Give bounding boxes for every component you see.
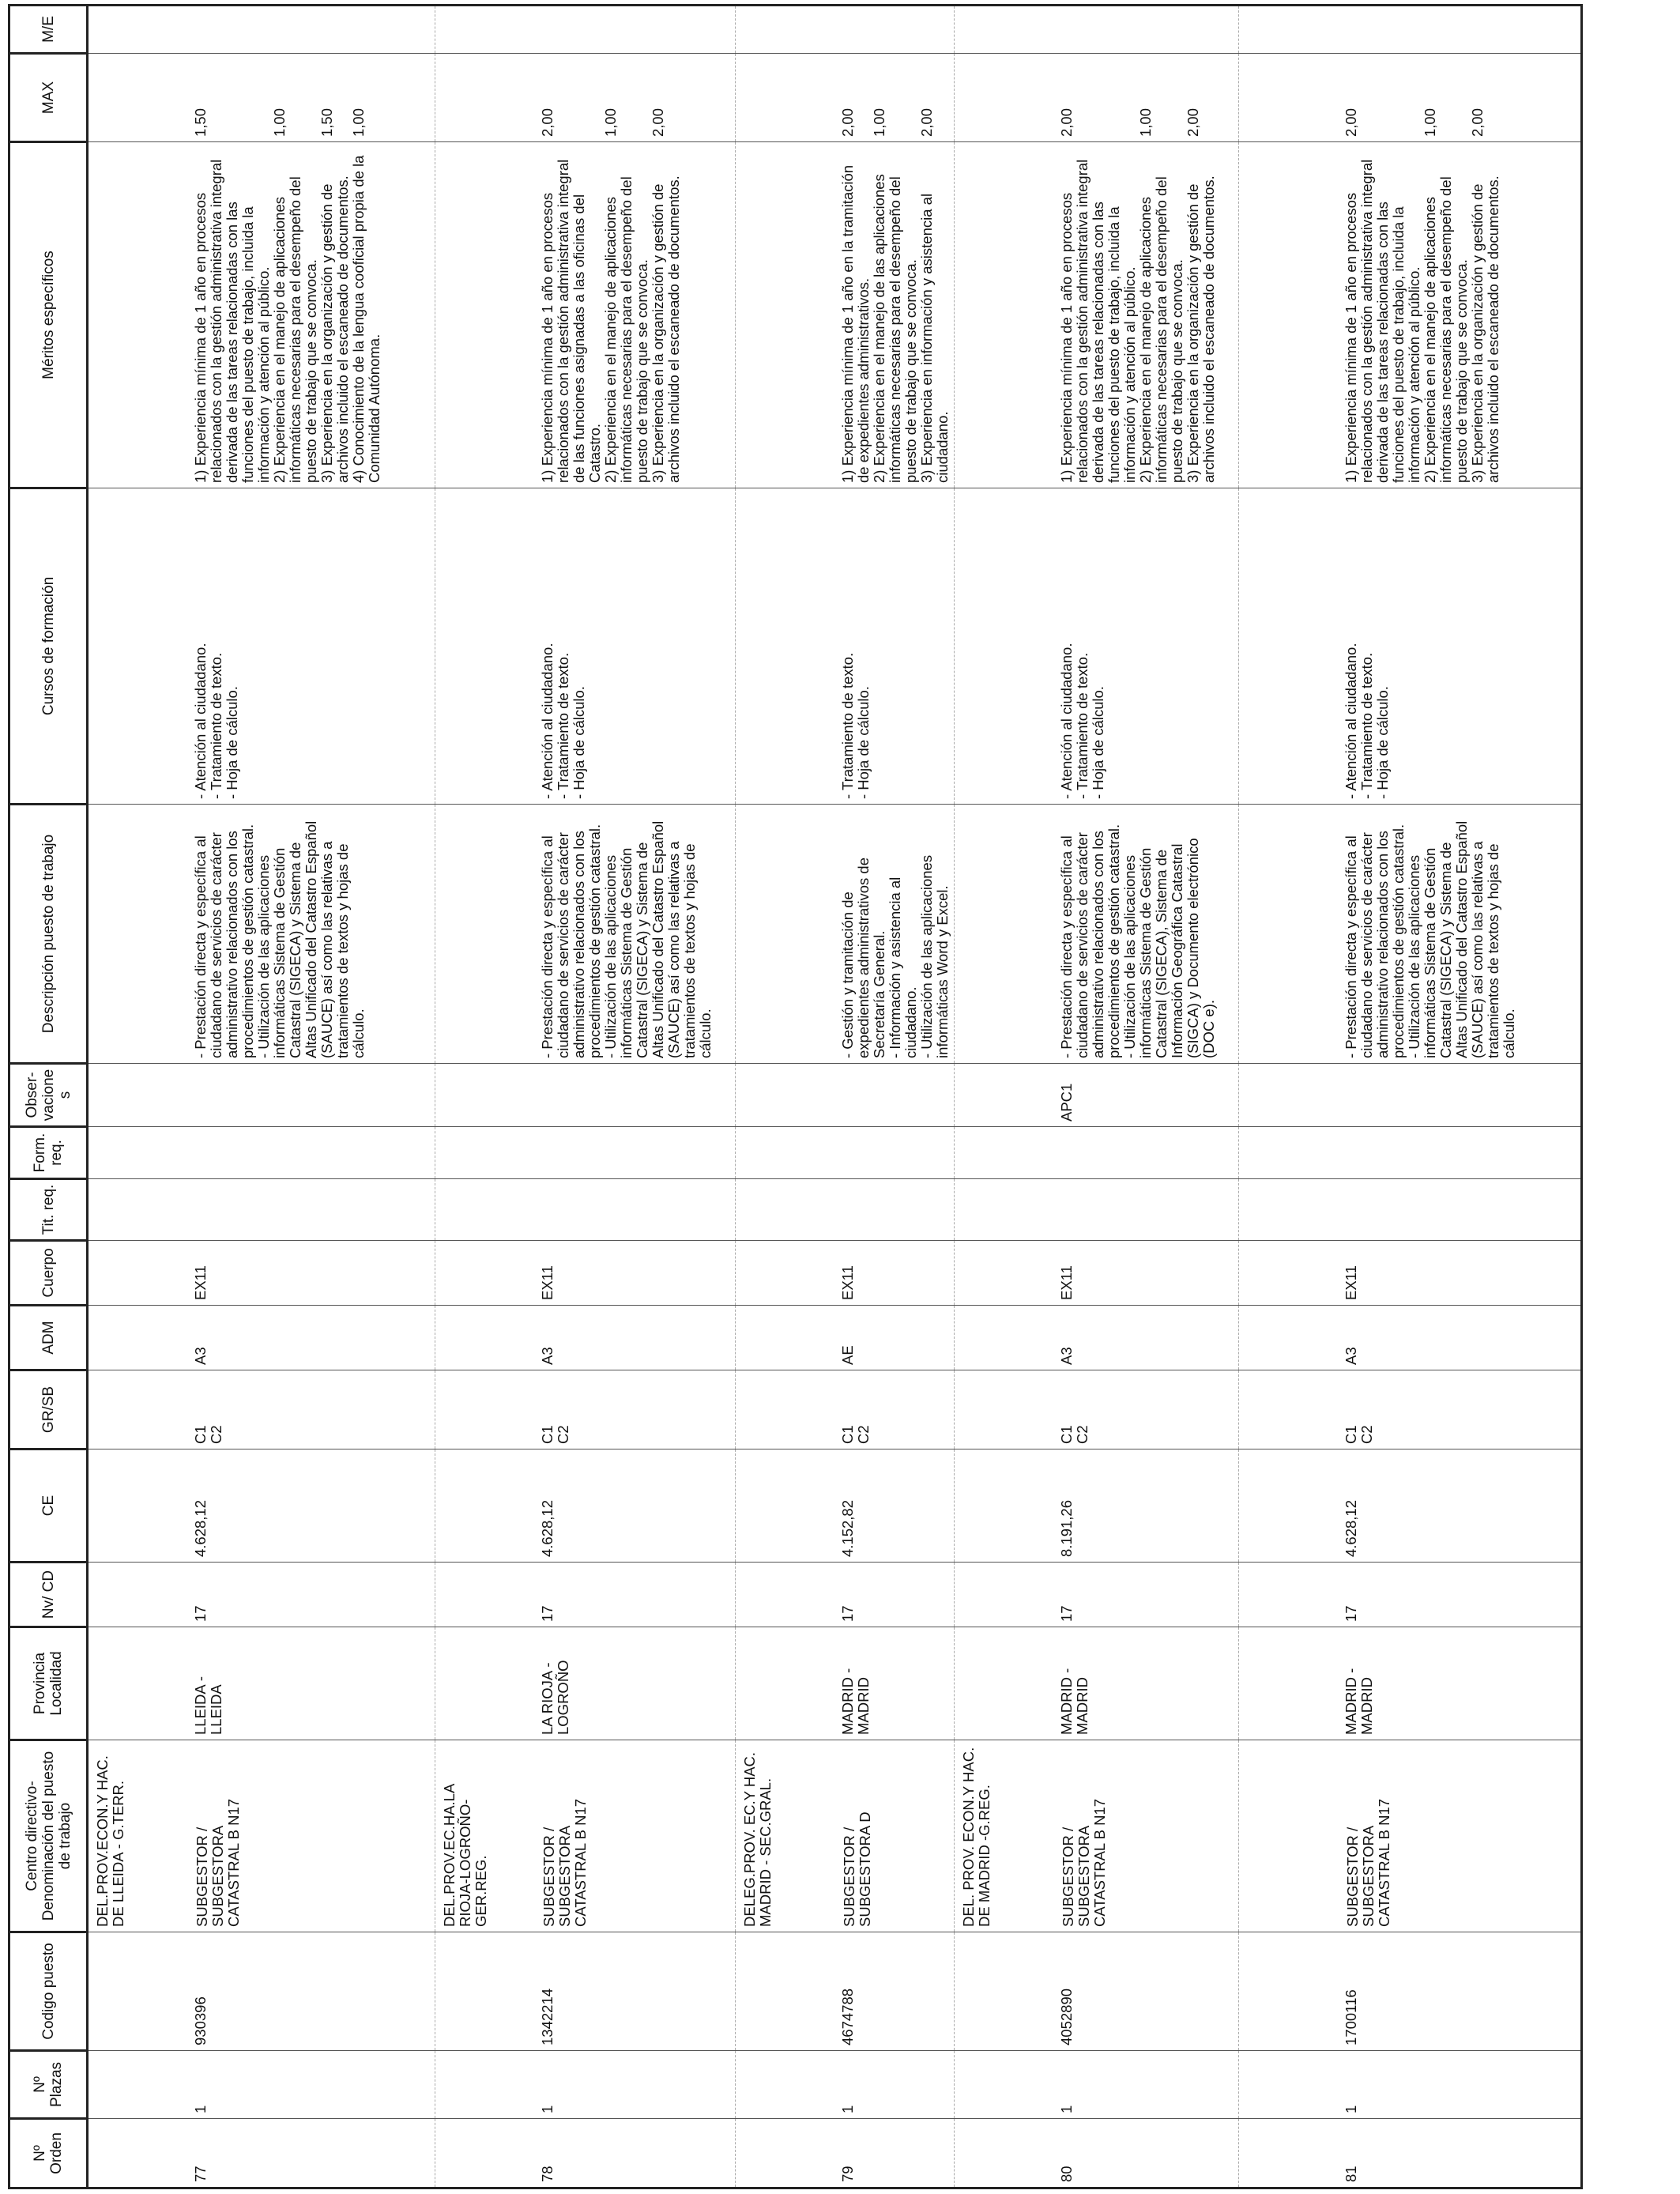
max-value: 2,00 (1343, 107, 1359, 137)
merito-item: 4) Conocimiento de la lengua cooficial propia de la Comunidad Autónoma. (350, 155, 382, 483)
table-row (435, 6, 736, 2188)
cell-form (955, 1127, 1239, 1179)
header-tit: Tit. req. (9, 1179, 88, 1241)
merito-item: 1) Experiencia mínima de 1 año en procesos relacionados con la gestión administrativa integral derivada de las tareas relacionadas con las funciones del puesto de trabajo, incluida la información y atención al público. (1058, 159, 1138, 483)
puesto-denominacion: SUBGESTOR / SUBGESTORA CATASTRAL B N17 (541, 1798, 589, 1927)
cell-provincia: LA RIOJA - LOGROÑO (435, 1627, 736, 1740)
cell-orden: 77 (88, 2119, 435, 2188)
merito-item: 1) Experiencia mínima de 1 año en procesos relacionados con la gestión administrativa integral derivada de las tareas relacionadas con las funciones del puesto de trabajo, incluida la información y atención al público. (192, 159, 272, 483)
header-centro: Centro directivo-Denominación del puesto de trabajo (9, 1740, 88, 1932)
cell-centro (88, 1740, 435, 1932)
cell-grsb: C1 C2 (736, 1370, 955, 1449)
max-value: 2,00 (839, 107, 856, 137)
cell-me (955, 6, 1239, 54)
centro-directivo: DEL. PROV. ECON.Y HAC. DE MADRID -G.REG. (960, 1747, 993, 1927)
centro-directivo: DELEG.PROV. EC.Y HAC. MADRID - SEC.GRAL. (741, 1751, 774, 1927)
cell-ce: 8.191,26 (955, 1449, 1239, 1563)
cell-nivel: 17 (736, 1563, 955, 1627)
job-positions-table (8, 4, 1583, 2189)
header-plazas: Nº Plazas (9, 2051, 88, 2119)
cell-cursos: - Atención al ciudadano. - Tratamiento de texto. - Hoja de cálculo. (1239, 488, 1582, 805)
max-value: 1,00 (1137, 107, 1154, 137)
merito-item: 1) Experiencia mínima de 1 año en procesos relacionados con la gestión administrativa integral derivada de las tareas relacionadas con las funciones del puesto de trabajo, incluida la información y atención al público. (1343, 159, 1422, 483)
cell-descripcion: - Prestación directa y específica al ciudadano de servicios de carácter administrativo relacionados con los procedimientos de gestión catastral. - Utilización de las aplicaciones informáticas Sistema de Gestión Catastral (SIGECA) y Sistema de Altas Unificado del Catastro Español (SAUCE) así como las relativas a tratamientos de textos y hojas de cálculo. (88, 805, 435, 1064)
cell-plazas: 1 (435, 2051, 736, 2119)
cell-nivel: 17 (1239, 1563, 1582, 1627)
cell-plazas: 1 (88, 2051, 435, 2119)
cell-tit (736, 1179, 955, 1241)
max-value: 2,00 (1058, 107, 1075, 137)
cell-cursos: - Atención al ciudadano. - Tratamiento de texto. - Hoja de cálculo. (435, 488, 736, 805)
cell-orden: 80 (955, 2119, 1239, 2188)
merito-item: 1) Experiencia mínima de 1 año en la tramitación de expedientes administrativos. (839, 164, 872, 483)
cell-grsb: C1 C2 (435, 1370, 736, 1449)
header-obs: Obser-vaciones (9, 1064, 88, 1127)
cell-nivel: 17 (435, 1563, 736, 1627)
max-value: 2,00 (918, 107, 935, 137)
puesto-denominacion: SUBGESTOR / SUBGESTORA D (841, 1811, 873, 1927)
cell-grsb: C1 C2 (88, 1370, 435, 1449)
table-body (88, 6, 1582, 2188)
cell-adm: A3 (955, 1306, 1239, 1370)
cell-meritos (736, 142, 955, 488)
max-value: 1,50 (192, 107, 209, 137)
cell-max (955, 54, 1239, 142)
centro-directivo: DEL.PROV.EC.HA.LA RIOJA-LOGROÑO-GER.REG. (441, 1784, 489, 1927)
max-value: 1,00 (350, 107, 367, 137)
cell-adm: A3 (88, 1306, 435, 1370)
cell-codigo: 930396 (88, 1932, 435, 2051)
max-value: 1,00 (871, 107, 887, 137)
cell-tit (955, 1179, 1239, 1241)
max-value: 2,00 (1185, 107, 1201, 137)
cell-codigo: 1700116 (1239, 1932, 1582, 2051)
cell-centro (435, 1740, 736, 1932)
cell-tit (88, 1179, 435, 1241)
cell-provincia: LLEIDA - LLEIDA (88, 1627, 435, 1740)
puesto-denominacion: SUBGESTOR / SUBGESTORA CATASTRAL B N17 (1344, 1798, 1392, 1927)
header-grsb: GR/SB (9, 1370, 88, 1449)
merito-item: 2) Experiencia en el manejo de aplicaciones informáticas necesarias para el desempeño del puesto de trabajo que se convoca. (1137, 176, 1185, 483)
header-codigo: Codigo puesto (9, 1932, 88, 2051)
cell-nivel: 17 (955, 1563, 1239, 1627)
cell-descripcion: - Gestión y tramitación de expedientes administrativos de Secretaría General. - Información y asistencia al ciudadano. - Utilización de las aplicaciones informáticas Word y Excel. (736, 805, 955, 1064)
merito-item: 3) Experiencia en la organización y gestión de archivos incluido el escaneado de documentos. (1469, 175, 1501, 483)
table-row (88, 6, 435, 2188)
header-adm: ADM (9, 1306, 88, 1370)
cell-ce: 4.152,82 (736, 1449, 955, 1563)
cell-centro (736, 1740, 955, 1932)
max-value: 2,00 (650, 107, 666, 137)
header-descripcion: Descripción puesto de trabajo (9, 805, 88, 1064)
max-value: 2,00 (1469, 107, 1486, 137)
header-provincia: Provincia Localidad (9, 1627, 88, 1740)
centro-directivo (1245, 1745, 1345, 1927)
merito-item: 1) Experiencia mínima de 1 año en procesos relacionados con la gestión administrativa integral de las funciones asignadas a las oficinas del Catastro. (539, 159, 603, 483)
cell-cuerpo: EX11 (736, 1241, 955, 1306)
cell-obs: APC1 (955, 1064, 1239, 1127)
puesto-denominacion: SUBGESTOR / SUBGESTORA CATASTRAL B N17 (1060, 1798, 1108, 1927)
max-value: 1,00 (1422, 107, 1438, 137)
cell-plazas: 1 (736, 2051, 955, 2119)
header-cuerpo: Cuerpo (9, 1241, 88, 1306)
cell-obs (435, 1064, 736, 1127)
cell-grsb: C1 C2 (1239, 1370, 1582, 1449)
cell-tit (435, 1179, 736, 1241)
merito-item: 2) Experiencia en el manejo de las aplicaciones informáticas necesarias para el desempeño del puesto de trabajo que se convoca. (871, 174, 919, 483)
cell-descripcion: - Prestación directa y específica al ciudadano de servicios de carácter administrativo relacionados con los procedimientos de gestión catastral. - Utilización de las aplicaciones informáticas Sistema de Gestión Catastral (SIGECA), Sistema de Información Geográfica Catastral (SIGCA) y Documento electrónico (DOC e). (955, 805, 1239, 1064)
max-value: 2,00 (539, 107, 556, 137)
max-value: 1,50 (318, 107, 335, 137)
merito-item: 2) Experiencia en el manejo de aplicaciones informáticas necesarias para el desempeño del puesto de trabajo que se convoca. (1422, 176, 1470, 483)
header-meritos: Méritos específicos (9, 142, 88, 488)
table-row (1239, 6, 1582, 2188)
merito-item: 2) Experiencia en el manejo de aplicaciones informáticas necesarias para el desempeño del puesto de trabajo que se convoca. (271, 176, 319, 483)
header-max: MAX (9, 54, 88, 142)
cell-orden: 79 (736, 2119, 955, 2188)
merito-item: 3) Experiencia en la organización y gestión de archivos incluido el escaneado de documentos. (318, 175, 351, 483)
cell-ce: 4.628,12 (88, 1449, 435, 1563)
cell-cuerpo: EX11 (88, 1241, 435, 1306)
cell-cuerpo: EX11 (955, 1241, 1239, 1306)
header-me: M/E (9, 6, 88, 54)
cell-max (1239, 54, 1582, 142)
puesto-denominacion: SUBGESTOR / SUBGESTORA CATASTRAL B N17 (194, 1798, 242, 1927)
merito-item: 2) Experiencia en el manejo de aplicaciones informáticas necesarias para el desempeño del puesto de trabajo que se convoca. (602, 176, 650, 483)
cell-codigo: 4052890 (955, 1932, 1239, 2051)
cell-orden: 78 (435, 2119, 736, 2188)
cell-orden: 81 (1239, 2119, 1582, 2188)
cell-provincia: MADRID - MADRID (736, 1627, 955, 1740)
cell-cuerpo: EX11 (435, 1241, 736, 1306)
cell-meritos (88, 142, 435, 488)
table-row (955, 6, 1239, 2188)
cell-ce: 4.628,12 (435, 1449, 736, 1563)
cell-form (736, 1127, 955, 1179)
cell-obs (736, 1064, 955, 1127)
cell-tit (1239, 1179, 1582, 1241)
header-row (9, 6, 88, 2188)
cell-nivel: 17 (88, 1563, 435, 1627)
cell-obs (1239, 1064, 1582, 1127)
cell-codigo: 1342214 (435, 1932, 736, 2051)
cell-max (88, 54, 435, 142)
cell-meritos (955, 142, 1239, 488)
header-ce: CE (9, 1449, 88, 1563)
header-form: Form. req. (9, 1127, 88, 1179)
cell-cuerpo: EX11 (1239, 1241, 1582, 1306)
cell-descripcion: - Prestación directa y específica al ciudadano de servicios de carácter administrativo relacionados con los procedimientos de gestión catastral. - Utilización de las aplicaciones informáticas Sistema de Gestión Catastral (SIGECA) y Sistema de Altas Unificado del Catastro Español (SAUCE) así como las relativas a tratamientos de textos y hojas de cálculo. (435, 805, 736, 1064)
merito-item: 3) Experiencia en la organización y gestión de archivos incluido el escaneado de documentos. (1185, 175, 1217, 483)
cell-max (435, 54, 736, 142)
cell-me (435, 6, 736, 54)
cell-me (736, 6, 955, 54)
cell-plazas: 1 (955, 2051, 1239, 2119)
max-value: 1,00 (602, 107, 619, 137)
cell-ce: 4.628,12 (1239, 1449, 1582, 1563)
cell-adm: A3 (1239, 1306, 1582, 1370)
cell-descripcion: - Prestación directa y específica al ciudadano de servicios de carácter administrativo relacionados con los procedimientos de gestión catastral. - Utilización de las aplicaciones informáticas Sistema de Gestión Catastral (SIGECA) y Sistema de Altas Unificado del Catastro Español (SAUCE) así como las relativas a tratamientos de textos y hojas de cálculo. (1239, 805, 1582, 1064)
cell-centro (955, 1740, 1239, 1932)
cell-plazas: 1 (1239, 2051, 1582, 2119)
merito-item: 3) Experiencia en la organización y gestión de archivos incluido el escaneado de documentos. (650, 175, 682, 483)
cell-me (1239, 6, 1582, 54)
cell-me (88, 6, 435, 54)
cell-form (435, 1127, 736, 1179)
cell-provincia: MADRID - MADRID (1239, 1627, 1582, 1740)
header-cursos: Cursos de formación (9, 488, 88, 805)
cell-grsb: C1 C2 (955, 1370, 1239, 1449)
cell-max (736, 54, 955, 142)
header-nivel: Nv/ CD (9, 1563, 88, 1627)
cell-adm: A3 (435, 1306, 736, 1370)
cell-provincia: MADRID - MADRID (955, 1627, 1239, 1740)
cell-form (1239, 1127, 1582, 1179)
cell-adm: AE (736, 1306, 955, 1370)
cell-cursos: - Atención al ciudadano. - Tratamiento de texto. - Hoja de cálculo. (88, 488, 435, 805)
cell-centro (1239, 1740, 1582, 1932)
cell-obs (88, 1064, 435, 1127)
merito-item: 3) Experiencia en información y asistencia al ciudadano. (918, 193, 951, 483)
cell-meritos (1239, 142, 1582, 488)
cell-form (88, 1127, 435, 1179)
cell-codigo: 4674788 (736, 1932, 955, 2051)
header-orden: Nº Orden (9, 2119, 88, 2188)
cell-cursos: - Atención al ciudadano. - Tratamiento de texto. - Hoja de cálculo. (955, 488, 1239, 805)
table-row (736, 6, 955, 2188)
centro-directivo: DEL.PROV.ECON.Y HAC. DE LLEIDA - G.TERR. (94, 1755, 126, 1927)
cell-meritos (435, 142, 736, 488)
max-value: 1,00 (271, 107, 288, 137)
cell-cursos: - Tratamiento de texto. - Hoja de cálculo. (736, 488, 955, 805)
